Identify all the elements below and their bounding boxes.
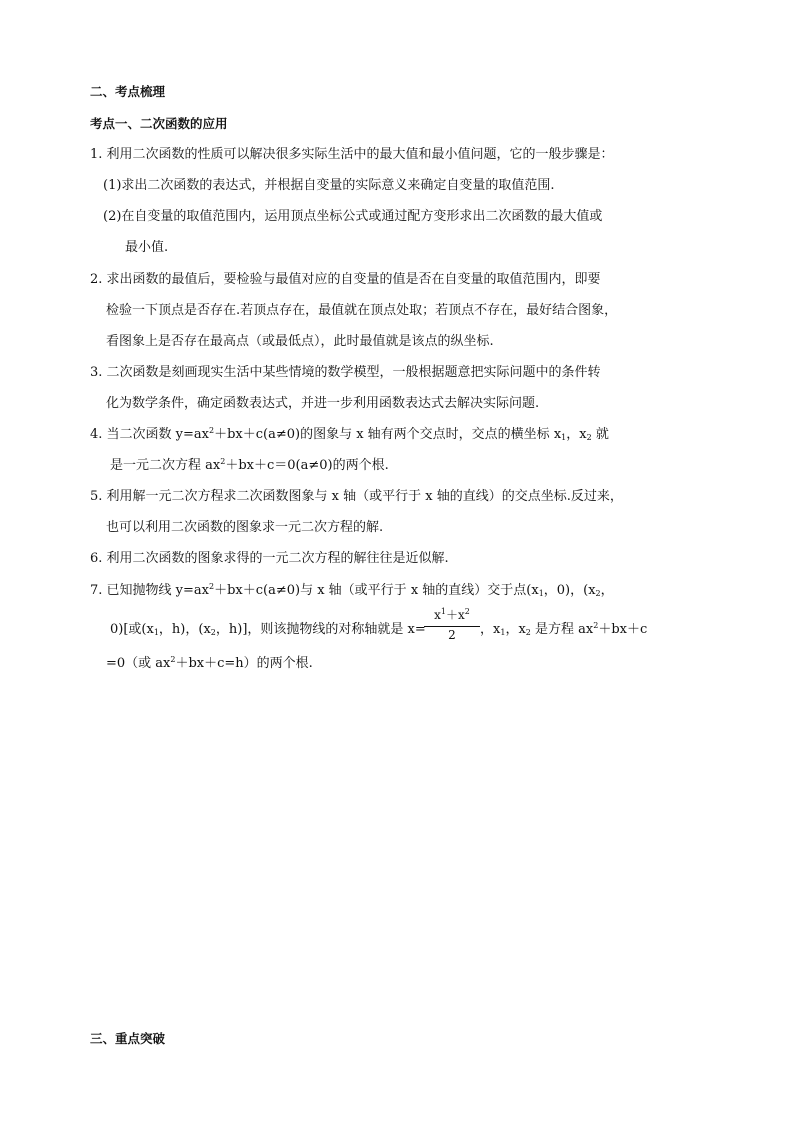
item-1-step-1: (1)求出二次函数的表达式，并根据自变量的实际意义来确定自变量的取值范围. <box>103 178 555 193</box>
section-heading-review: 二、考点梳理 <box>90 84 166 99</box>
item-1-line-1: 1. 利用二次函数的性质可以解决很多实际生活中的最大值和最小值问题，它的一般步骤是： <box>90 147 614 162</box>
item-3-line-1: 3. 二次函数是刻画现实生活中某些情境的数学模型，一般根据题意把实际问题中的条件转 <box>90 365 601 380</box>
item-4-line-1: 4. 当二次函数 $y=ax^2+bx+c(a\ne 0)$的图象与 x 轴有两个交点时，交点的横坐标 $x_1$，$x_2$ 就 <box>90 426 609 442</box>
item-7-line-2-right: ，$x_1$，$x_2$ 是方程 $ax^2+bx+c$ <box>480 621 648 637</box>
item-5-line-2: 也可以利用二次函数的图象求一元二次方程的解. <box>106 520 384 535</box>
item-1-step-2-line-1: (2)在自变量的取值范围内，运用顶点坐标公式或通过配方变形求出二次函数的最大值或 <box>103 209 603 224</box>
item-2-line-2: 检验一下顶点是否存在.若顶点存在，最值就在顶点处取；若顶点不存在，最好结合图象， <box>106 303 618 318</box>
fraction-denominator: 2 <box>448 628 456 642</box>
item-7-line-3: =0（或 $ax^2+bx+c=h$）的两个根. <box>106 655 313 671</box>
item-4-line-2: 是一元二次方程 $ax^2+bx+c=0(a\ne 0)$的两个根. <box>110 457 389 473</box>
item-2-line-1: 2. 求出函数的最值后，要检验与最值对应的自变量的值是否在自变量的取值范围内，即要 <box>90 272 601 287</box>
topic-heading-application: 考点一、二次函数的应用 <box>90 116 228 131</box>
fraction-numerator: $x^1+x^2$ <box>434 607 470 622</box>
fraction-bar <box>424 626 480 627</box>
item-2-line-3: 看图象上是否存在最高点（或最低点），此时最值就是该点的纵坐标. <box>106 334 494 349</box>
item-5-line-1: 5. 利用解一元二次方程求二次函数图象与 x 轴（或平行于 x 轴的直线）的交点坐标.反过来， <box>90 489 623 504</box>
section-heading-key-points: 三、重点突破 <box>90 1031 166 1046</box>
item-7-line-2-left: 0)[或($x_1$，h)，($x_2$，h)]，则该抛物线的对称轴就是 x= <box>110 622 426 637</box>
item-7-line-1: 7. 已知抛物线 $y=ax^2+bx+c(a\ne 0)$与 x 轴（或平行于 x 轴的直线）交于点($x_1$，0)，($x_2$， <box>90 582 614 598</box>
item-6-line-1: 6. 利用二次函数的图象求得的一元二次方程的解往往是近似解. <box>90 551 449 566</box>
item-3-line-2: 化为数学条件，确定函数表达式，并进一步利用函数表达式去解决实际问题. <box>106 396 540 411</box>
item-1-step-2-line-2: 最小值. <box>125 240 169 255</box>
